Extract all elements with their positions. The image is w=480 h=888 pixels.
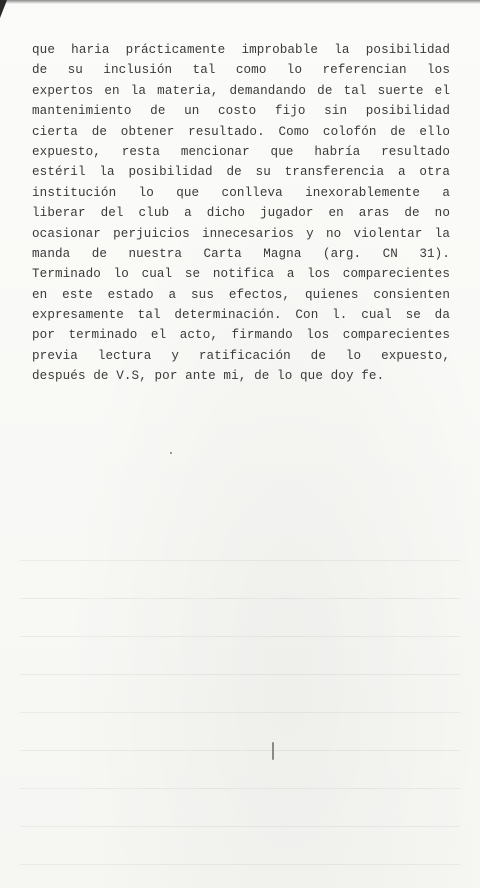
show-through-line [20,712,460,713]
text-line: estéril la posibilidad de su transferencia a otra [32,165,450,180]
text-line: liberar del club a dicho jugador en aras de no [32,206,450,221]
text-line: expresamente tal determinación. Con l. cual se da [32,308,450,323]
scan-corner-mark [0,0,7,18]
text-line: previa lectura y ratificación de lo expuesto, [32,348,450,363]
show-through-line [20,636,460,637]
text-line: Terminado lo cual se notifica a los comparecientes [32,267,450,282]
text-line: que haria prácticamente improbable la posibilidad [32,43,450,57]
text-line: en este estado a sus efectos, quienes consienten [32,287,450,302]
show-through-line [20,560,460,561]
show-through-line [20,864,460,865]
scan-speck [272,742,274,760]
text-line: de su inclusión tal como lo referencian los [32,63,450,78]
scan-top-edge [0,0,480,4]
show-through-line [20,788,460,789]
show-through-line [20,674,460,675]
show-through-line [20,598,460,599]
document-body-text [32,40,450,387]
text-line: por terminado el acto, firmando los comparecientes [32,328,450,343]
text-line: expuesto, resta mencionar que habría resultado [32,144,450,159]
text-line: expertos en la materia, demandando de tal suerte el [32,83,450,98]
text-line: manda de nuestra Carta Magna (arg. CN 31). [32,246,450,261]
text-line: mantenimiento de un costo fijo sin posibilidad [32,104,450,119]
text-line: institución lo que conlleva inexorablemente a [32,185,450,200]
text-line: después de V.S, por ante mi, de lo que doy fe. [32,369,385,384]
scan-speck [170,452,172,454]
show-through-line [20,826,460,827]
text-line: ocasionar perjuicios innecesarios y no violentar la [32,226,450,241]
text-line: cierta de obtener resultado. Como colofón de ello [32,124,450,139]
show-through-line [20,750,460,751]
